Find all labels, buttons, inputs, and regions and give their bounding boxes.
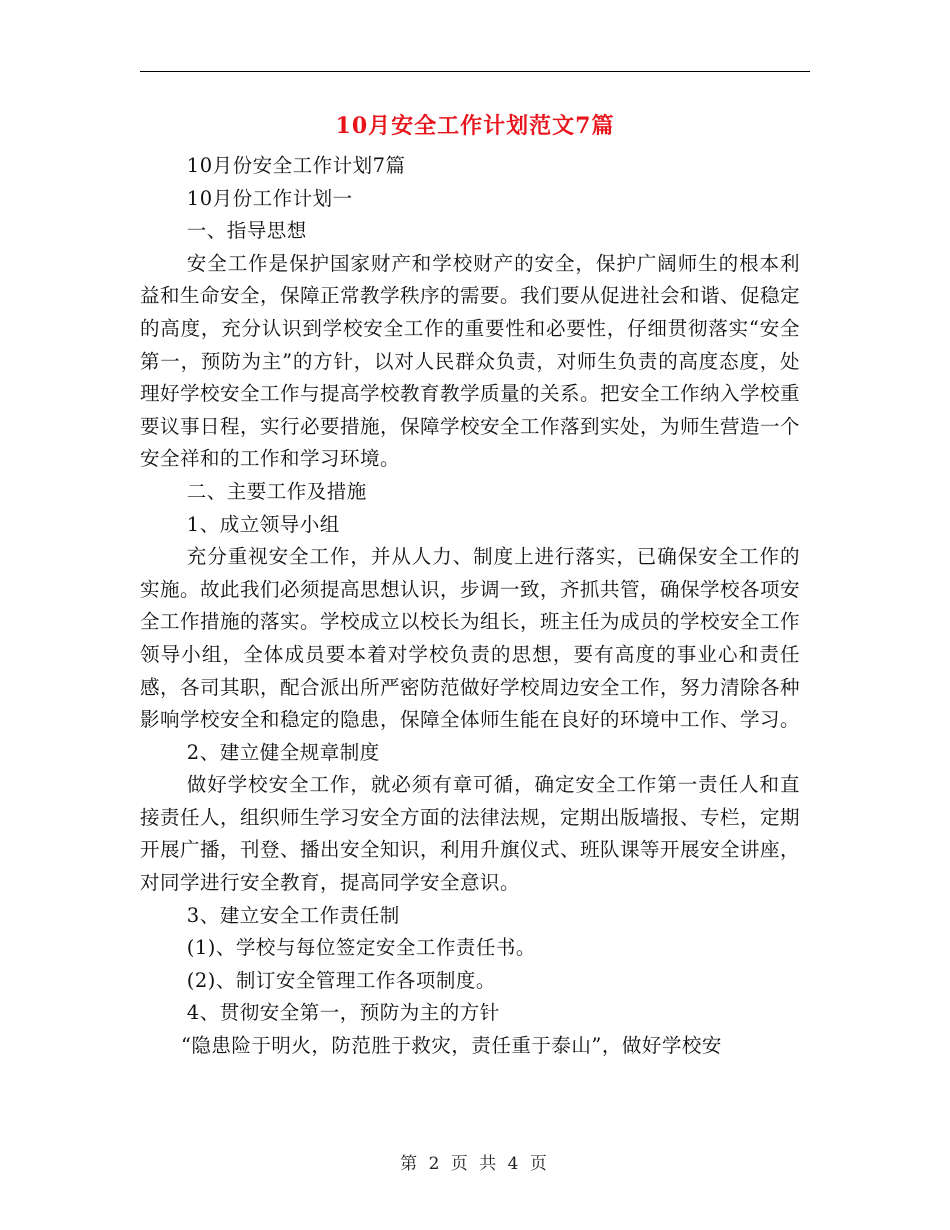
item1-heading: 1、成立领导小组	[186, 512, 340, 536]
section2-heading: 二、主要工作及措施	[186, 479, 367, 503]
item2-paragraph: 做好学校安全工作，就必须有章可循，确定安全工作第一责任人和直接责任人，组织师生学习安全方面的法律法规，定期出版墙报、专栏，定期开展广播，刊登、播出安全知识，利用升旗仪式、班队课等开展安全讲座，对同学进行安全教育，提高同学安全意识。	[140, 773, 801, 895]
item4-heading: 4、贯彻安全第一，预防为主的方针	[186, 1001, 500, 1025]
item2-heading: 2、建立健全规章制度	[186, 740, 380, 764]
section1-paragraph: 安全工作是保护国家财产和学校财产的安全，保护广阔师生的根本利益和生命安全，保障正常教学秩序的需要。我们要从促进社会和谐、促稳定的高度，充分认识到学校安全工作的重要性和必要性，仔细贯彻落实“安全第一，预防为主”的方针，以对人民群众负责，对师生负责的高度态度，处理好学校安全工作与提高学校教育教学质量的关系。把安全工作纳入学校重要议事日程，实行必要措施，保障学校安全工作落到实处，为师生营造一个安全祥和的工作和学习环境。	[140, 251, 801, 471]
item3-sub1: (1)、学校与每位签定安全工作责任书。	[186, 936, 536, 960]
document-title: 10月安全工作计划范文7篇	[335, 113, 615, 139]
page-number-footer: 第 2 页 共 4 页	[400, 1154, 550, 1174]
document-body	[140, 150, 800, 1063]
document-subtitle: 10月份安全工作计划7篇	[186, 154, 406, 177]
item1-paragraph: 充分重视安全工作，并从人力、制度上进行落实，已确保安全工作的实施。故此我们必须提高思想认识，步调一致，齐抓共管，确保学校各项安全工作措施的落实。学校成立以校长为组长，班主任为成员的学校安全工作领导小组，全体成员要本着对学校负责的思想，要有高度的事业心和责任感，各司其职，配合派出所严密防范做好学校周边安全工作，努力清除各种影响学校安全和稳定的隐患，保障全体师生能在良好的环境中工作、学习。	[140, 545, 801, 732]
header-rule	[140, 71, 810, 72]
item3-heading: 3、建立安全工作责任制	[186, 903, 400, 927]
item3-sub2: (2)、制订安全管理工作各项制度。	[186, 968, 496, 992]
item4-paragraph: “隐患险于明火，防范胜于救灾，责任重于泰山”，做好学校安	[180, 1034, 722, 1058]
section1-heading: 一、指导思想	[186, 219, 307, 243]
plan-heading: 10月份工作计划一	[186, 186, 353, 210]
